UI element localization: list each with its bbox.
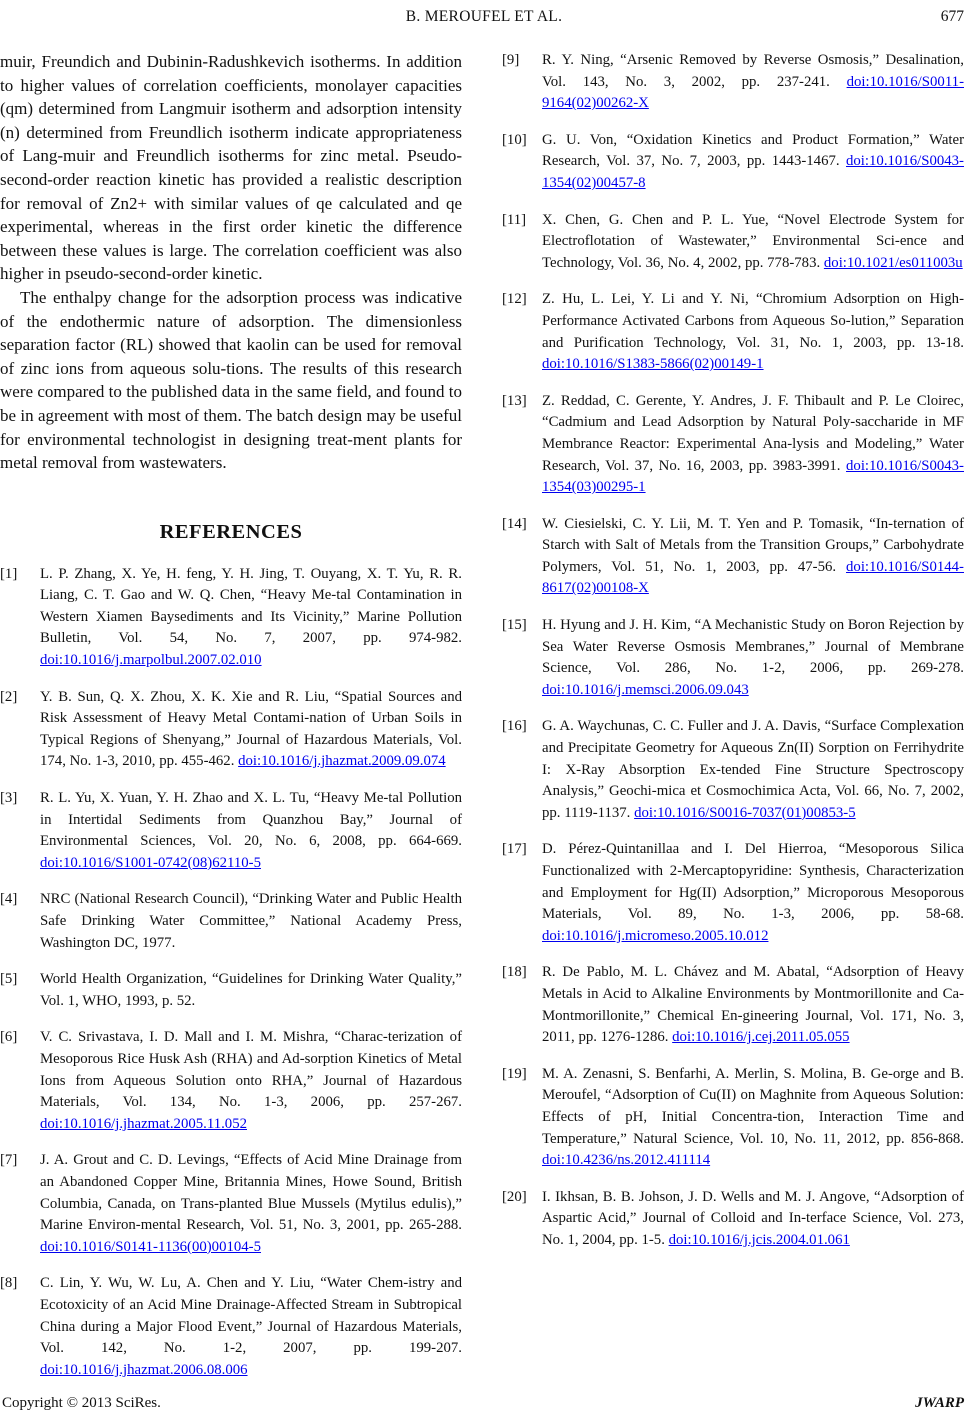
reference-number: [5] — [0, 971, 18, 988]
reference-citation: C. Lin, Y. Wu, W. Lu, A. Chen and Y. Liu, “Water Chem-istry and Ecotoxicity of an Acid Mine Drainage-Affected Stream in Subtropical China during a Major Flood Event,” Journal of Hazardous Materials, Vol. 142, No. 1-2, 2007, pp. 199-207. — [40, 1275, 462, 1357]
reference-number: [11] — [502, 211, 527, 228]
reference-item — [502, 130, 964, 195]
reference-item — [502, 962, 964, 1048]
doi-link[interactable]: doi:10.1016/S0016-7037(01)00853-5 — [634, 804, 856, 821]
reference-citation: Z. Hu, L. Lei, Y. Li and Y. Ni, “Chromium Adsorption on High-Performance Activated Carbons from Aqueous So-lution,” Separation and Purification Technology, Vol. 31, No. 1, 2003, pp. 13-18. — [542, 291, 964, 351]
reference-text — [542, 1064, 964, 1172]
reference-text — [542, 716, 964, 824]
reference-text — [40, 889, 462, 954]
reference-text — [542, 514, 964, 600]
reference-number: [10] — [502, 131, 527, 148]
doi-link[interactable]: doi:10.1016/S1001-0742(08)62110-5 — [40, 854, 261, 871]
reference-citation: M. A. Zenasni, S. Benfarhi, A. Merlin, S. Molina, B. Ge-orge and B. Meroufel, “Adsorption of Cu(II) on Maghnite from Aqueous Solution: Effects of pH, Initial Concentra-tion, Interaction Time and Temperature,” Natural Science, Vol. 10, No. 11, 2012, pp. 856-868. — [542, 1065, 964, 1147]
reference-citation: L. P. Zhang, X. Ye, H. feng, Y. H. Jing, T. Ouyang, X. T. Yu, R. R. Liang, C. T. Gao and W. Q. Chen, “Heavy Me-tal Contamination in Western Xiamen Baysediments and Its Vicinity,” Marine Pollution Bulletin, Vol. 54, No. 7, 2007, pp. 974-982. — [40, 565, 462, 647]
running-head: B. MEROUFEL ET AL. — [405, 8, 563, 25]
paragraph-conclusion-1: muir, Freundich and Dubinin-Radushkevich isotherms. In addition to higher values of correlation coefficients, monolayer capacities (qm) determined from Langmuir isotherm and adsorption intensity (n) determined from Freundlich isotherm indicate appropriateness of Lang-muir and Freundlich isotherms for zinc metal. Pseudo-second-order reaction kinetic has provided a realistic description for removal of Zn2+ with similar values of qe calculated and qe experimental, whereas in the first order kinetic the difference between these values is large. The correlation coefficient was also higher in pseudo-second-order kinetic. — [0, 52, 462, 284]
reference-item — [0, 1273, 462, 1381]
doi-link[interactable]: doi:10.1016/S0043-1354(02)00457-8 — [542, 153, 964, 191]
reference-citation: Y. B. Sun, Q. X. Zhou, X. K. Xie and R. Liu, “Spatial Sources and Risk Assessment of Heavy Metal Contami-nation of Urban Soils in Typical Regions of Shenyang,” Journal of Hazardous Materials, Vol. 174, No. 1-3, 2010, pp. 455-462. — [40, 688, 462, 770]
journal-name: JWARP — [915, 1395, 964, 1411]
reference-text — [40, 1273, 462, 1381]
reference-number: [1] — [0, 565, 18, 582]
reference-text — [542, 210, 964, 275]
doi-link[interactable]: doi:10.1016/j.jhazmat.2006.08.006 — [40, 1361, 248, 1378]
reference-number: [7] — [0, 1152, 18, 1169]
references-list-right — [502, 50, 964, 1252]
reference-citation: I. Ikhsan, B. B. Johson, J. D. Wells and M. J. Angove, “Adsorption of Aspartic Acid,” Journal of Colloid and In-terface Science, Vol. 273, No. 1, 2004, pp. 1-5. — [542, 1188, 964, 1248]
reference-text — [542, 1187, 964, 1252]
reference-item — [0, 687, 462, 773]
reference-number: [18] — [502, 964, 527, 981]
left-column — [0, 50, 462, 1396]
doi-link[interactable]: doi:10.1016/j.marpolbul.2007.02.010 — [40, 652, 262, 669]
page-header — [0, 0, 968, 30]
doi-link[interactable]: doi:10.1016/j.cej.2011.05.055 — [672, 1029, 850, 1046]
reference-citation: W. Ciesielski, C. Y. Lii, M. T. Yen and P. Tomasik, “In-ternation of Starch with Salt of Metals from the Transition Groups,” Carbohydrate Polymers, Vol. 51, No. 1, 2003, pp. 47-56. — [542, 515, 964, 575]
reference-text — [542, 839, 964, 947]
reference-number: [13] — [502, 392, 527, 409]
reference-text — [40, 1150, 462, 1258]
reference-citation: R. Y. Ning, “Arsenic Removed by Reverse Osmosis,” Desalination, Vol. 143, No. 3, 2002, pp. 237-241. — [542, 52, 964, 90]
doi-link[interactable]: doi:10.1021/es011003u — [823, 254, 963, 271]
reference-citation: G. U. Von, “Oxidation Kinetics and Product Formation,” Water Research, Vol. 37, No. 7, 2003, pp. 1443-1467. — [542, 131, 964, 170]
reference-text — [40, 1027, 462, 1135]
doi-link[interactable]: doi:10.1016/S0011-9164(02)00262-X — [542, 73, 964, 112]
reference-item — [0, 788, 462, 874]
reference-item — [0, 889, 462, 954]
right-column — [502, 50, 964, 1267]
reference-number: [12] — [502, 291, 527, 308]
reference-citation: D. Pérez-Quintanillaa and I. Del Hierroa, “Mesoporous Silica Functionalized with 2-Mercaptopyridine: Synthesis, Characterization and Employment for Hg(II) Adsorption,” Microporous Mesoporous Materials, Vol. 89, No. 1-3, 2006, pp. 58-68. — [542, 841, 964, 923]
reference-item — [502, 839, 964, 947]
reference-text — [542, 130, 964, 195]
reference-number: [19] — [502, 1065, 527, 1082]
reference-text — [40, 969, 462, 1012]
reference-citation: X. Chen, G. Chen and P. L. Yue, “Novel Electrode System for Electroflotation of Wastewater,” Environmental Sci-ence and Technology, Vol. 36, No. 4, 2002, pp. 778-783. — [542, 211, 964, 271]
reference-number: [9] — [502, 52, 520, 68]
reference-text — [542, 50, 964, 115]
reference-item — [0, 1027, 462, 1135]
reference-citation: J. A. Grout and C. D. Levings, “Effects of Acid Mine Drainage from an Abandoned Copper Mine, Britannia Mines, Howe Sound, British Columbia, Canada, on Trans-planted Blue Mussels (Mytilus edulis),” Marine Environ-mental Research, Vol. 51, No. 3, 2001, pp. 265-288. — [40, 1152, 462, 1234]
reference-citation: G. A. Waychunas, C. C. Fuller and J. A. Davis, “Surface Complexation and Precipitate Geometry for Aqueous Zn(II) Sorption on Ferrihydrite I: X-Ray Absorption Ex-tended Fine Structure Spectroscopy Analysis,” Geochi-mica et Cosmochimica Acta, Vol. 66, No. 7, 2002, pp. 1119-1137. — [542, 718, 964, 821]
paragraph-conclusion-2: The enthalpy change for the adsorption process was indicative of the endothermic nature of adsorption. The dimensionless separation factor (RL) showed that kaolin can be used for removal of zinc ions from aqueous solu-tions. The results of this research were compared to the published data in the same field, and found to be in agreement with most of them. The batch design may be useful for environmental technologist in designing treat-ment plants for metal removal from wastewaters. — [0, 287, 462, 473]
reference-number: [8] — [0, 1275, 18, 1292]
reference-citation: R. L. Yu, X. Yuan, Y. H. Zhao and X. L. Tu, “Heavy Me-tal Pollution in Intertidal Sediments from Quanzhou Bay,” Journal of Environmental Sciences, Vol. 20, No. 6, 2008, pp. 664-669. — [40, 790, 462, 850]
reference-item — [502, 289, 964, 375]
doi-link[interactable]: doi:10.1016/j.micromeso.2005.10.012 — [542, 927, 769, 944]
reference-number: [4] — [0, 891, 18, 908]
reference-item — [502, 391, 964, 499]
reference-number: [14] — [502, 515, 527, 532]
reference-citation: Z. Reddad, C. Gerente, Y. Andres, J. F. Thibault and P. Le Cloirec, “Cadmium and Lead Adsorption by Natural Poly-saccharide in MF Membrance Reactor: Experimental Ana-lysis and Modeling,” Water Research, Vol. 37, No. 16, 2003, pp. 3983-3991. — [542, 392, 964, 474]
reference-item — [502, 50, 964, 115]
doi-link[interactable]: doi:10.4236/ns.2012.411114 — [542, 1152, 711, 1169]
doi-link[interactable]: doi:10.1016/S1383-5866(02)00149-1 — [542, 356, 764, 373]
reference-item — [0, 1150, 462, 1258]
reference-text — [542, 391, 964, 499]
reference-number: [20] — [502, 1188, 527, 1205]
doi-link[interactable]: doi:10.1016/j.memsci.2006.09.043 — [542, 681, 749, 698]
reference-item — [502, 1187, 964, 1252]
doi-link[interactable]: doi:10.1016/S0043-1354(03)00295-1 — [542, 457, 964, 496]
reference-item — [502, 1064, 964, 1172]
reference-item — [502, 210, 964, 275]
reference-text — [542, 615, 964, 701]
references-list-left — [0, 564, 462, 1382]
reference-citation: R. De Pablo, M. L. Chávez and M. Abatal, “Adsorption of Heavy Metals in Acid to Alkaline Environments by Montmorillonite and Ca-Montmorillonite,” Chemical En-gineering Journal, Vol. 171, No. 3, 2011, pp. 1276-1286. — [542, 964, 964, 1046]
reference-citation: NRC (National Research Council), “Drinking Water and Public Health Safe Drinking Water Committee,” National Academy Press, Washington DC, 1977. — [40, 891, 462, 951]
reference-number: [16] — [502, 718, 527, 735]
reference-text — [40, 687, 462, 773]
reference-number: [6] — [0, 1029, 18, 1046]
copyright-notice: Copyright © 2013 SciRes. — [2, 1395, 161, 1411]
references-heading: REFERENCES — [159, 520, 303, 543]
body-text — [0, 50, 462, 475]
doi-link[interactable]: doi:10.1016/S0141-1136(00)00104-5 — [40, 1238, 261, 1255]
reference-number: [3] — [0, 790, 18, 807]
reference-text — [542, 289, 964, 375]
reference-text — [40, 564, 462, 672]
reference-citation: World Health Organization, “Guidelines for Drinking Water Quality,” Vol. 1, WHO, 1993, p. 52. — [40, 971, 462, 1009]
reference-citation: V. C. Srivastava, I. D. Mall and I. M. Mishra, “Charac-terization of Mesoporous Rice Husk Ash (RHA) and Ad-sorption Kinetics of Metal Ions from Aqueous Solution onto RHA,” Journal of Hazardous Materials, Vol. 134, No. 1-3, 2006, pp. 257-267. — [40, 1029, 462, 1111]
reference-citation: H. Hyung and J. H. Kim, “A Mechanistic Study on Boron Rejection by Sea Water Reverse Osmosis Membranes,” Journal of Membrane Science, Vol. 286, No. 1-2, 2006, pp. 269-278. — [542, 617, 964, 677]
doi-link[interactable]: doi:10.1016/j.jhazmat.2009.09.074 — [238, 753, 446, 770]
doi-link[interactable]: doi:10.1016/j.jhazmat.2005.11.052 — [40, 1115, 247, 1132]
reference-item — [0, 564, 462, 672]
reference-item — [502, 615, 964, 701]
reference-text — [542, 962, 964, 1048]
reference-number: [2] — [0, 688, 18, 705]
page-number: 677 — [940, 8, 964, 25]
doi-link[interactable]: doi:10.1016/j.jcis.2004.01.061 — [668, 1231, 850, 1248]
reference-item — [502, 514, 964, 600]
reference-item — [0, 969, 462, 1012]
doi-link[interactable]: doi:10.1016/S0144-8617(02)00108-X — [542, 558, 964, 597]
reference-number: [15] — [502, 617, 527, 634]
reference-item — [502, 716, 964, 824]
reference-text — [40, 788, 462, 874]
reference-number: [17] — [502, 841, 527, 858]
